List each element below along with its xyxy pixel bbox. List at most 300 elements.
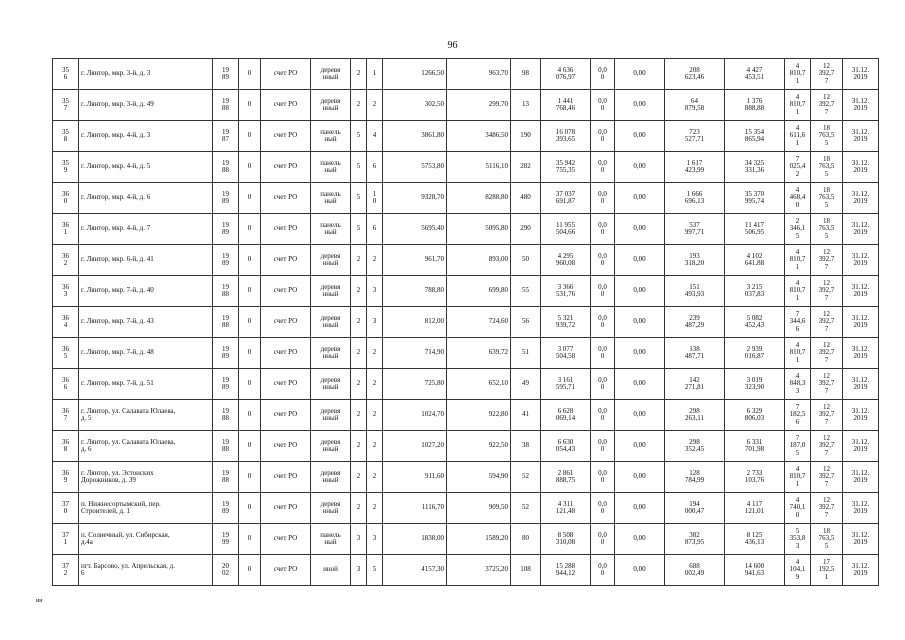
cell-zero-share: 0,0 0	[591, 152, 615, 183]
cell-deadline: 31.12. 2019	[843, 121, 879, 152]
cell-unit-limit: 18 763,5 5	[811, 121, 843, 152]
cell-zero-amount: 0,00	[615, 555, 665, 586]
cell-row-number: 36 7	[53, 400, 79, 431]
cell-residents: 51	[511, 338, 541, 369]
cell-build-year: 19 88	[213, 90, 239, 121]
cell-cost-share-3: 15 354 865,94	[725, 121, 785, 152]
cell-unit-cost: 4 810,7 1	[785, 90, 811, 121]
cell-fund-type: счет РО	[261, 369, 311, 400]
cell-wall-material: деревя нный	[311, 462, 351, 493]
table-row	[53, 276, 879, 307]
cell-total-area: 5695,40	[383, 214, 447, 245]
cell-zero-share: 0,0 0	[591, 245, 615, 276]
cell-zero-amount: 0,00	[615, 121, 665, 152]
cell-build-year: 19 89	[213, 183, 239, 214]
cell-cost-share-2: 138 487,71	[665, 338, 725, 369]
cell-build-year: 19 87	[213, 121, 239, 152]
cell-cost-share-2: 194 000,47	[665, 493, 725, 524]
cell-total-area: 812,00	[383, 307, 447, 338]
cell-unit-limit: 12 392,7 7	[811, 90, 843, 121]
cell-cost-share-3: 11 417 506,95	[725, 214, 785, 245]
cell-zero-value: 0	[239, 152, 261, 183]
cell-zero-amount: 0,00	[615, 431, 665, 462]
cell-address: г. Лянтор, мкр. 3-й, д. 49	[79, 90, 213, 121]
cell-zero-amount: 0,00	[615, 400, 665, 431]
cell-zero-value: 0	[239, 400, 261, 431]
cell-total-area: 1116,70	[383, 493, 447, 524]
cell-entrances: 2	[367, 431, 383, 462]
cell-residents: 52	[511, 493, 541, 524]
cell-zero-value: 0	[239, 462, 261, 493]
cell-row-number: 37 2	[53, 555, 79, 586]
table-row	[53, 245, 879, 276]
cell-address: п. Солнечный, ул. Сибирская, д.4а	[79, 524, 213, 555]
cell-living-area: 5116,10	[447, 152, 511, 183]
cell-row-number: 35 9	[53, 152, 79, 183]
cell-unit-cost: 7 344,6 6	[785, 307, 811, 338]
cell-deadline: 31.12. 2019	[843, 152, 879, 183]
cell-cost-share-2: 142 271,81	[665, 369, 725, 400]
cell-living-area: 699,80	[447, 276, 511, 307]
cell-unit-limit: 18 763,5 5	[811, 524, 843, 555]
cell-zero-amount: 0,00	[615, 462, 665, 493]
cell-wall-material: деревя нный	[311, 400, 351, 431]
cell-row-number: 36 3	[53, 276, 79, 307]
cell-deadline: 31.12. 2019	[843, 493, 879, 524]
cell-total-cost: 35 942 755,35	[541, 152, 591, 183]
cell-unit-cost: 7 187,0 5	[785, 431, 811, 462]
cell-deadline: 31.12. 2019	[843, 214, 879, 245]
cell-zero-share: 0,0 0	[591, 493, 615, 524]
cell-total-area: 1027,20	[383, 431, 447, 462]
cell-wall-material: панель ный	[311, 524, 351, 555]
cell-zero-share: 0,0 0	[591, 524, 615, 555]
cell-address: г. Лянтор, ул. Эстонских Дорожников, д. 39	[79, 462, 213, 493]
cell-zero-amount: 0,00	[615, 90, 665, 121]
cell-total-cost: 3 366 531,76	[541, 276, 591, 307]
cell-fund-type: счет РО	[261, 431, 311, 462]
cell-zero-value: 0	[239, 524, 261, 555]
cell-row-number: 36 5	[53, 338, 79, 369]
cell-residents: 98	[511, 59, 541, 90]
cell-zero-value: 0	[239, 431, 261, 462]
page-number: 96	[447, 40, 458, 51]
cell-residents: 80	[511, 524, 541, 555]
cell-zero-amount: 0,00	[615, 152, 665, 183]
table-row	[53, 152, 879, 183]
register-body	[53, 59, 879, 586]
cell-total-cost: 8 508 310,08	[541, 524, 591, 555]
cell-fund-type: счет РО	[261, 90, 311, 121]
cell-build-year: 19 89	[213, 59, 239, 90]
cell-zero-share: 0,0 0	[591, 276, 615, 307]
footer-mark: ин	[36, 598, 43, 604]
cell-zero-amount: 0,00	[615, 59, 665, 90]
cell-row-number: 36 0	[53, 183, 79, 214]
cell-fund-type: счет РО	[261, 338, 311, 369]
cell-living-area: 922,50	[447, 431, 511, 462]
cell-unit-limit: 12 392,7 7	[811, 245, 843, 276]
cell-zero-value: 0	[239, 59, 261, 90]
cell-address: г. Лянтор, мкр. 4-й, д. 6	[79, 183, 213, 214]
cell-row-number: 36 4	[53, 307, 79, 338]
cell-total-area: 714,90	[383, 338, 447, 369]
cell-deadline: 31.12. 2019	[843, 431, 879, 462]
cell-fund-type: счет РО	[261, 555, 311, 586]
cell-unit-limit: 12 392,7 7	[811, 59, 843, 90]
cell-floors: 2	[351, 431, 367, 462]
cell-living-area: 922,80	[447, 400, 511, 431]
cell-zero-amount: 0,00	[615, 276, 665, 307]
cell-total-area: 9328,70	[383, 183, 447, 214]
cell-fund-type: счет РО	[261, 245, 311, 276]
cell-cost-share-2: 64 879,58	[665, 90, 725, 121]
cell-floors: 2	[351, 400, 367, 431]
cell-entrances: 1 0	[367, 183, 383, 214]
cell-unit-limit: 12 392,7 7	[811, 369, 843, 400]
table-row	[53, 121, 879, 152]
table-row	[53, 462, 879, 493]
cell-zero-value: 0	[239, 338, 261, 369]
cell-zero-share: 0,0 0	[591, 369, 615, 400]
cell-living-area: 3486,50	[447, 121, 511, 152]
cell-unit-cost: 7 182,5 6	[785, 400, 811, 431]
cell-row-number: 35 7	[53, 90, 79, 121]
cell-entrances: 2	[367, 90, 383, 121]
cell-wall-material: панель ный	[311, 121, 351, 152]
cell-total-area: 1838,00	[383, 524, 447, 555]
cell-row-number: 36 6	[53, 369, 79, 400]
cell-zero-amount: 0,00	[615, 524, 665, 555]
cell-floors: 3	[351, 524, 367, 555]
cell-living-area: 1589,20	[447, 524, 511, 555]
cell-cost-share-3: 6 329 806,03	[725, 400, 785, 431]
cell-unit-limit: 12 392,7 7	[811, 338, 843, 369]
cell-cost-share-3: 6 331 701,98	[725, 431, 785, 462]
cell-total-cost: 1 441 768,46	[541, 90, 591, 121]
cell-zero-share: 0,0 0	[591, 555, 615, 586]
cell-cost-share-3: 5 082 452,43	[725, 307, 785, 338]
cell-entrances: 6	[367, 214, 383, 245]
cell-row-number: 37 0	[53, 493, 79, 524]
cell-row-number: 36 2	[53, 245, 79, 276]
cell-unit-limit: 12 392,7 7	[811, 400, 843, 431]
cell-unit-limit: 12 392,7 7	[811, 431, 843, 462]
cell-entrances: 3	[367, 524, 383, 555]
cell-entrances: 2	[367, 369, 383, 400]
cell-deadline: 31.12. 2019	[843, 369, 879, 400]
cell-build-year: 19 89	[213, 214, 239, 245]
cell-fund-type: счет РО	[261, 276, 311, 307]
cell-unit-cost: 4 810,7 1	[785, 276, 811, 307]
cell-wall-material: деревя нный	[311, 431, 351, 462]
cell-build-year: 19 89	[213, 493, 239, 524]
cell-unit-cost: 4 468,4 0	[785, 183, 811, 214]
cell-entrances: 5	[367, 555, 383, 586]
table-row	[53, 524, 879, 555]
cell-unit-limit: 12 392,7 7	[811, 493, 843, 524]
cell-build-year: 19 88	[213, 400, 239, 431]
cell-cost-share-2: 298 352,45	[665, 431, 725, 462]
cell-entrances: 1	[367, 59, 383, 90]
cell-living-area: 3725,20	[447, 555, 511, 586]
cell-living-area: 963,70	[447, 59, 511, 90]
cell-floors: 2	[351, 276, 367, 307]
cell-total-cost: 6 630 054,43	[541, 431, 591, 462]
cell-build-year: 19 89	[213, 338, 239, 369]
cell-cost-share-2: 151 493,93	[665, 276, 725, 307]
cell-zero-value: 0	[239, 276, 261, 307]
cell-zero-value: 0	[239, 245, 261, 276]
cell-cost-share-3: 4 117 121,01	[725, 493, 785, 524]
cell-deadline: 31.12. 2019	[843, 462, 879, 493]
cell-cost-share-3: 3 215 037,83	[725, 276, 785, 307]
cell-cost-share-2: 723 527,71	[665, 121, 725, 152]
cell-unit-cost: 4 810,7 1	[785, 462, 811, 493]
cell-residents: 108	[511, 555, 541, 586]
cell-cost-share-2: 208 623,46	[665, 59, 725, 90]
cell-zero-value: 0	[239, 90, 261, 121]
cell-deadline: 31.12. 2019	[843, 400, 879, 431]
cell-residents: 480	[511, 183, 541, 214]
cell-row-number: 35 8	[53, 121, 79, 152]
cell-zero-share: 0,0 0	[591, 183, 615, 214]
cell-residents: 38	[511, 431, 541, 462]
cell-wall-material: деревя нный	[311, 369, 351, 400]
cell-build-year: 19 99	[213, 524, 239, 555]
cell-wall-material: панель ный	[311, 214, 351, 245]
cell-wall-material: панель ный	[311, 152, 351, 183]
cell-living-area: 893,00	[447, 245, 511, 276]
cell-wall-material: деревя нный	[311, 338, 351, 369]
cell-total-cost: 4 636 076,97	[541, 59, 591, 90]
cell-deadline: 31.12. 2019	[843, 524, 879, 555]
cell-total-cost: 15 288 944,12	[541, 555, 591, 586]
cell-wall-material: деревя нный	[311, 276, 351, 307]
table-row	[53, 90, 879, 121]
cell-build-year: 19 88	[213, 152, 239, 183]
cell-floors: 2	[351, 59, 367, 90]
cell-living-area: 8288,80	[447, 183, 511, 214]
housing-register-table	[52, 58, 879, 586]
cell-cost-share-2: 298 263,11	[665, 400, 725, 431]
cell-fund-type: счет РО	[261, 59, 311, 90]
cell-total-area: 302,50	[383, 90, 447, 121]
table-row	[53, 431, 879, 462]
cell-zero-value: 0	[239, 307, 261, 338]
cell-unit-limit: 18 763,5 5	[811, 183, 843, 214]
cell-build-year: 19 88	[213, 276, 239, 307]
cell-address: г. Лянтор, мкр. 4-й, д. 5	[79, 152, 213, 183]
cell-zero-amount: 0,00	[615, 338, 665, 369]
cell-residents: 282	[511, 152, 541, 183]
cell-deadline: 31.12. 2019	[843, 90, 879, 121]
cell-zero-amount: 0,00	[615, 245, 665, 276]
cell-wall-material: деревя нный	[311, 59, 351, 90]
cell-address: г. Лянтор, мкр. 4-й, д. 3	[79, 121, 213, 152]
cell-fund-type: счет РО	[261, 524, 311, 555]
cell-unit-cost: 4 810,7 1	[785, 245, 811, 276]
cell-living-area: 299,70	[447, 90, 511, 121]
cell-living-area: 5095,80	[447, 214, 511, 245]
cell-fund-type: счет РО	[261, 307, 311, 338]
cell-zero-value: 0	[239, 121, 261, 152]
cell-living-area: 594,90	[447, 462, 511, 493]
cell-floors: 2	[351, 369, 367, 400]
cell-cost-share-3: 8 125 436,13	[725, 524, 785, 555]
cell-total-area: 725,80	[383, 369, 447, 400]
cell-address: г. Лянтор, ул. Салавата Юлаева, д. 5	[79, 400, 213, 431]
cell-cost-share-2: 128 784,99	[665, 462, 725, 493]
cell-fund-type: счет РО	[261, 152, 311, 183]
cell-total-area: 1024,70	[383, 400, 447, 431]
cell-address: п. Нижнесортымский, пер. Строителей, д. 1	[79, 493, 213, 524]
cell-row-number: 36 9	[53, 462, 79, 493]
cell-residents: 49	[511, 369, 541, 400]
cell-cost-share-3: 35 370 995,74	[725, 183, 785, 214]
cell-build-year: 19 89	[213, 245, 239, 276]
cell-cost-share-2: 382 873,95	[665, 524, 725, 555]
cell-zero-amount: 0,00	[615, 214, 665, 245]
table-row	[53, 338, 879, 369]
cell-deadline: 31.12. 2019	[843, 183, 879, 214]
cell-total-cost: 6 628 069,14	[541, 400, 591, 431]
cell-wall-material: деревя нный	[311, 307, 351, 338]
cell-address: г. Лянтор, мкр. 7-й, д. 51	[79, 369, 213, 400]
cell-total-area: 911,60	[383, 462, 447, 493]
cell-cost-share-3: 1 376 888,88	[725, 90, 785, 121]
cell-floors: 2	[351, 307, 367, 338]
cell-unit-limit: 12 392,7 7	[811, 276, 843, 307]
cell-fund-type: счет РО	[261, 214, 311, 245]
cell-floors: 5	[351, 214, 367, 245]
cell-unit-cost: 4 740,1 0	[785, 493, 811, 524]
cell-zero-amount: 0,00	[615, 183, 665, 214]
cell-address: г. Лянтор, мкр. 7-й, д. 48	[79, 338, 213, 369]
cell-entrances: 3	[367, 307, 383, 338]
cell-row-number: 36 1	[53, 214, 79, 245]
cell-address: г. Лянтор, мкр. 7-й, д. 40	[79, 276, 213, 307]
table-row	[53, 307, 879, 338]
cell-fund-type: счет РО	[261, 121, 311, 152]
cell-living-area: 724,60	[447, 307, 511, 338]
cell-residents: 13	[511, 90, 541, 121]
cell-entrances: 2	[367, 245, 383, 276]
cell-unit-cost: 4 810,7 1	[785, 59, 811, 90]
cell-deadline: 31.12. 2019	[843, 59, 879, 90]
table-row	[53, 214, 879, 245]
cell-residents: 50	[511, 245, 541, 276]
cell-deadline: 31.12. 2019	[843, 307, 879, 338]
cell-fund-type: счет РО	[261, 493, 311, 524]
cell-floors: 5	[351, 121, 367, 152]
cell-unit-limit: 17 192,5 1	[811, 555, 843, 586]
cell-build-year: 19 88	[213, 462, 239, 493]
cell-zero-value: 0	[239, 214, 261, 245]
cell-deadline: 31.12. 2019	[843, 555, 879, 586]
cell-address: г. Лянтор, мкр. 7-й, д. 43	[79, 307, 213, 338]
cell-residents: 56	[511, 307, 541, 338]
cell-cost-share-3: 34 325 331,36	[725, 152, 785, 183]
table-row	[53, 59, 879, 90]
cell-zero-amount: 0,00	[615, 369, 665, 400]
cell-deadline: 31.12. 2019	[843, 276, 879, 307]
cell-cost-share-3: 4 427 453,51	[725, 59, 785, 90]
cell-zero-amount: 0,00	[615, 307, 665, 338]
cell-entrances: 3	[367, 276, 383, 307]
cell-total-cost: 5 321 939,72	[541, 307, 591, 338]
cell-residents: 190	[511, 121, 541, 152]
cell-zero-share: 0,0 0	[591, 307, 615, 338]
cell-total-cost: 2 861 888,75	[541, 462, 591, 493]
cell-total-area: 4157,30	[383, 555, 447, 586]
cell-fund-type: счет РО	[261, 400, 311, 431]
cell-entrances: 6	[367, 152, 383, 183]
cell-total-cost: 37 037 691,87	[541, 183, 591, 214]
cell-residents: 55	[511, 276, 541, 307]
cell-zero-share: 0,0 0	[591, 59, 615, 90]
cell-wall-material: панель ный	[311, 183, 351, 214]
cell-cost-share-2: 1 666 696,13	[665, 183, 725, 214]
cell-entrances: 2	[367, 338, 383, 369]
cell-zero-share: 0,0 0	[591, 462, 615, 493]
cell-zero-amount: 0,00	[615, 493, 665, 524]
cell-floors: 3	[351, 555, 367, 586]
cell-floors: 2	[351, 338, 367, 369]
cell-living-area: 639,72	[447, 338, 511, 369]
cell-unit-cost: 4 810,7 1	[785, 338, 811, 369]
cell-cost-share-2: 193 318,20	[665, 245, 725, 276]
cell-living-area: 652,10	[447, 369, 511, 400]
cell-floors: 5	[351, 152, 367, 183]
cell-build-year: 19 88	[213, 307, 239, 338]
cell-entrances: 2	[367, 493, 383, 524]
cell-build-year: 19 89	[213, 369, 239, 400]
cell-entrances: 4	[367, 121, 383, 152]
cell-zero-value: 0	[239, 493, 261, 524]
cell-cost-share-3: 2 733 103,76	[725, 462, 785, 493]
cell-total-cost: 11 955 504,66	[541, 214, 591, 245]
cell-cost-share-3: 4 102 641,88	[725, 245, 785, 276]
table-row	[53, 493, 879, 524]
table-row	[53, 555, 879, 586]
cell-cost-share-2: 239 487,29	[665, 307, 725, 338]
cell-total-cost: 4 295 960,08	[541, 245, 591, 276]
cell-unit-cost: 4 611,6 1	[785, 121, 811, 152]
cell-cost-share-2: 688 002,49	[665, 555, 725, 586]
cell-wall-material: деревя нный	[311, 245, 351, 276]
cell-row-number: 36 8	[53, 431, 79, 462]
cell-zero-value: 0	[239, 369, 261, 400]
cell-entrances: 2	[367, 462, 383, 493]
cell-unit-limit: 18 763,5 5	[811, 214, 843, 245]
cell-total-area: 788,80	[383, 276, 447, 307]
cell-build-year: 20 02	[213, 555, 239, 586]
cell-unit-cost: 4 104,1 9	[785, 555, 811, 586]
cell-deadline: 31.12. 2019	[843, 245, 879, 276]
cell-zero-share: 0,0 0	[591, 90, 615, 121]
cell-address: г. Лянтор, мкр. 6-й, д. 41	[79, 245, 213, 276]
cell-zero-share: 0,0 0	[591, 400, 615, 431]
cell-address: г. Лянтор, мкр. 3-й, д. 3	[79, 59, 213, 90]
cell-residents: 290	[511, 214, 541, 245]
cell-residents: 41	[511, 400, 541, 431]
cell-wall-material: деревя нный	[311, 493, 351, 524]
cell-row-number: 35 6	[53, 59, 79, 90]
table-row	[53, 369, 879, 400]
cell-fund-type: счет РО	[261, 183, 311, 214]
cell-total-cost: 4 311 121,48	[541, 493, 591, 524]
